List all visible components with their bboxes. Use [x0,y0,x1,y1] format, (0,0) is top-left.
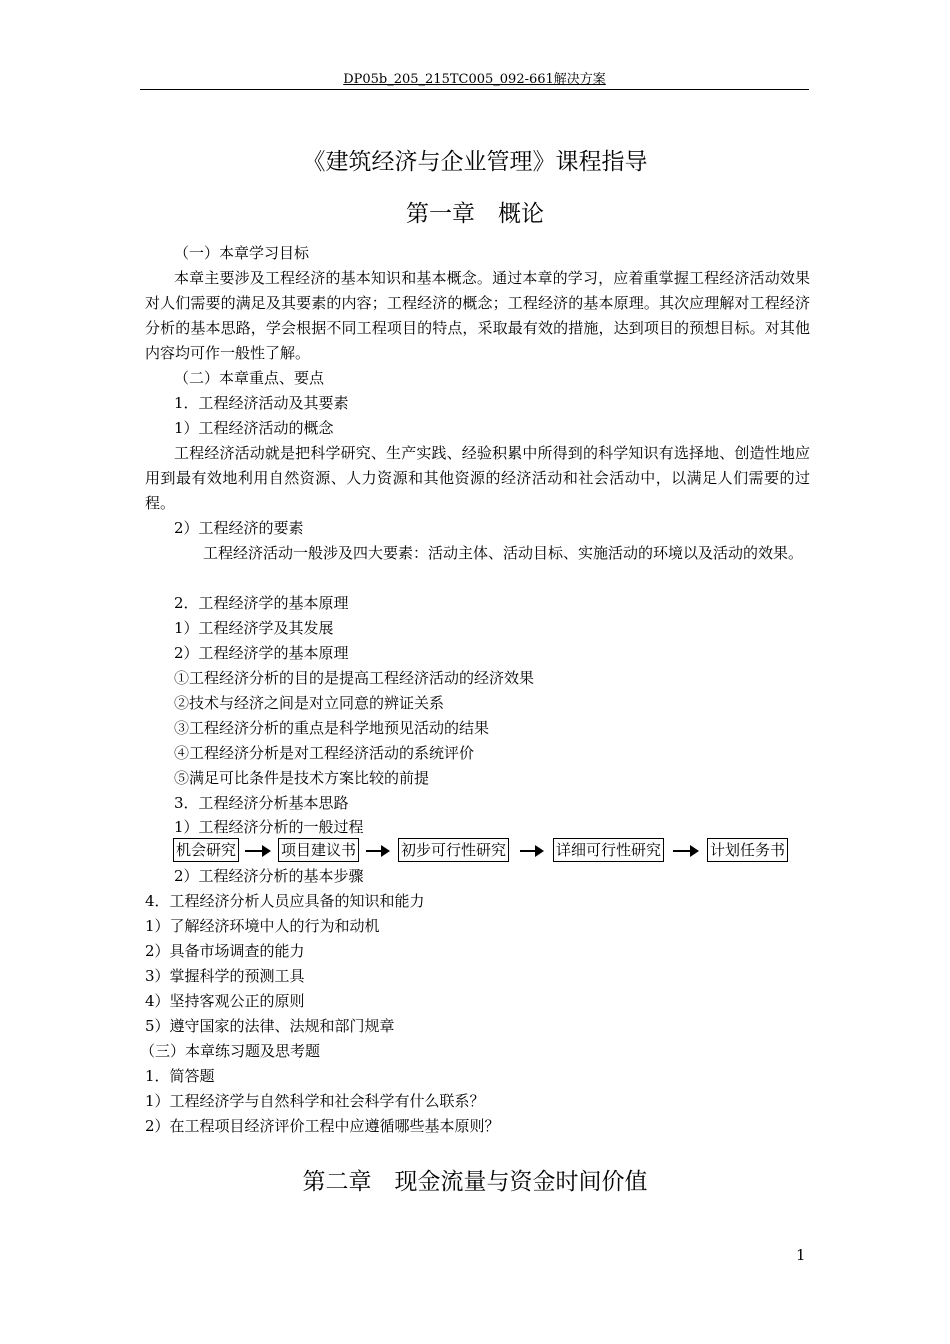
item-3: 3．工程经济分析基本思路 [174,794,349,812]
flow-step-opportunity-study: 机会研究 [173,838,239,862]
item-1-1: 1）工程经济活动的概念 [174,419,334,437]
flow-arrow [520,850,542,852]
process-flow-diagram [173,838,803,864]
ability-item: 1）了解经济环境中人的行为和动机 [145,917,380,935]
principle-item: ⑤满足可比条件是技术方案比较的前提 [174,769,430,787]
item-1-2-paragraph: 工程经济活动一般涉及四大要素：活动主体、活动目标、实施活动的环境以及活动的效果。 [203,544,804,562]
item-2: 2．工程经济学的基本原理 [174,594,349,612]
ability-item: 3）掌握科学的预测工具 [145,967,305,985]
principle-item: ④工程经济分析是对工程经济活动的系统评价 [174,744,475,762]
section-3-heading: （三）本章练习题及思考题 [140,1042,321,1060]
principle-item: ①工程经济分析的目的是提高工程经济活动的经济效果 [174,669,535,687]
flow-step-preliminary-feasibility: 初步可行性研究 [398,838,509,862]
item-3-2: 2）工程经济分析的基本步骤 [174,867,364,885]
item-1-2: 2）工程经济的要素 [174,519,304,537]
item-2-2: 2）工程经济学的基本原理 [174,644,349,662]
chapter-1-title: 第一章 概论 [406,201,544,227]
header-text: DP05b_205_215TC005_092-661解决方案 [343,72,606,87]
page-number: 1 [796,1246,806,1264]
document-title: 《建筑经济与企业管理》课程指导 [302,149,648,175]
flow-arrow [245,850,269,852]
question-item: 1）工程经济学与自然科学和社会科学有什么联系？ [145,1092,485,1110]
question-item: 2）在工程项目经济评价工程中应遵循哪些基本原则？ [145,1117,500,1135]
question-heading: 1．简答题 [145,1067,215,1085]
flow-step-project-proposal: 项目建议书 [278,838,359,862]
item-1: 1．工程经济活动及其要素 [174,394,349,412]
flow-arrow [673,850,697,852]
principle-item: ③工程经济分析的重点是科学地预见活动的结果 [174,719,490,737]
item-3-1: 1）工程经济分析的一般过程 [174,818,364,836]
ability-item: 2）具备市场调查的能力 [145,942,305,960]
item-1-1-paragraph: 工程经济活动就是把科学研究、生产实践、经验积累中所得到的科学知识有选择地、创造性地应用到最有效地利用自然资源、人力资源和其他资源的经济活动和社会活动中，以满足人们需要的过程。 [145,444,810,512]
section-1-paragraph: 本章主要涉及工程经济的基本知识和基本概念。通过本章的学习，应着重掌握工程经济活动效果对人们需要的满足及其要素的内容；工程经济的概念；工程经济的基本原理。其次应理解对工程经济分析的基本思路，学会根据不同工程项目的特点，采取最有效的措施，达到项目的预想目标。对其他内容均可作一般性了解。 [145,269,810,362]
chapter-2-title: 第二章 现金流量与资金时间价值 [302,1169,648,1195]
ability-item: 5）遵守国家的法律、法规和部门规章 [145,1017,395,1035]
item-4: 4．工程经济分析人员应具备的知识和能力 [145,892,425,910]
section-1-heading: （一）本章学习目标 [174,244,310,262]
page-header [140,70,809,90]
item-2-1: 1）工程经济学及其发展 [174,619,334,637]
section-2-heading: （二）本章重点、要点 [174,369,325,387]
principle-item: ②技术与经济之间是对立同意的辨证关系 [174,694,445,712]
flow-arrow [366,850,388,852]
ability-item: 4）坚持客观公正的原则 [145,992,305,1010]
flow-step-plan-assignment: 计划任务书 [707,838,788,862]
flow-step-detailed-feasibility: 详细可行性研究 [553,838,664,862]
